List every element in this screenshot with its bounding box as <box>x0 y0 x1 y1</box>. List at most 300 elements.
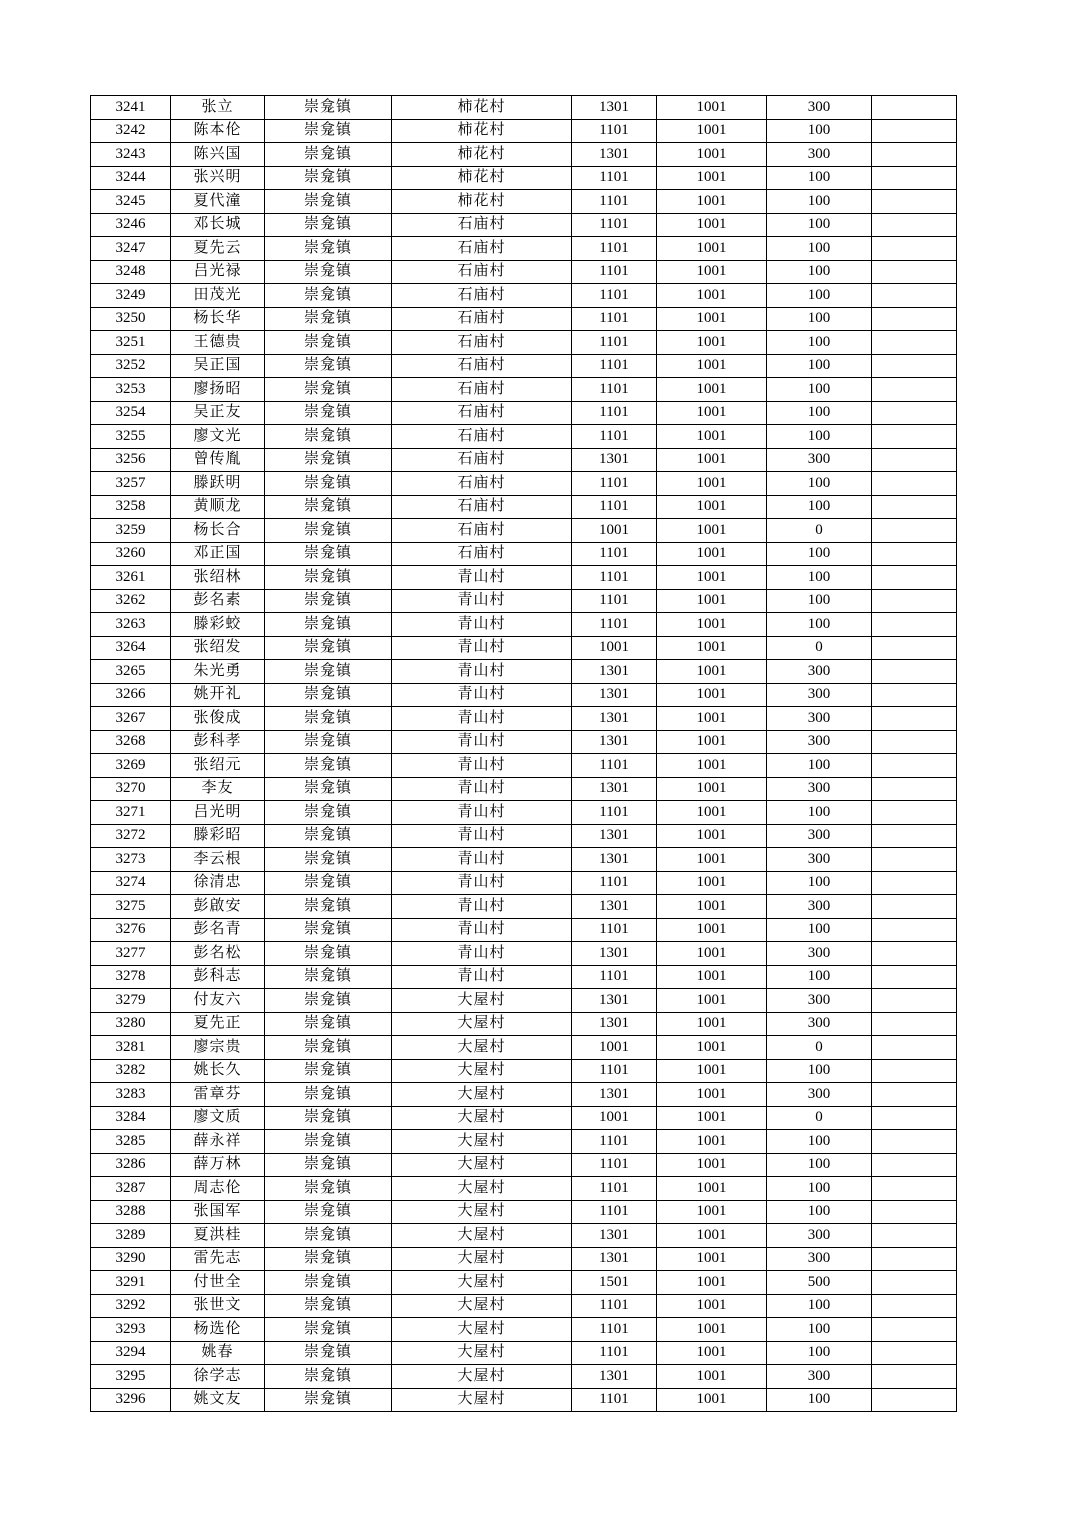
table-cell: 吴正友 <box>171 401 265 425</box>
table-cell: 1101 <box>572 260 657 284</box>
table-cell: 崇龛镇 <box>265 683 392 707</box>
table-cell <box>872 1294 957 1318</box>
table-cell: 1101 <box>572 307 657 331</box>
table-cell: 1001 <box>657 354 767 378</box>
table-cell: 崇龛镇 <box>265 1294 392 1318</box>
table-row <box>91 613 957 637</box>
table-cell: 300 <box>767 777 872 801</box>
table-cell: 1001 <box>657 331 767 355</box>
table-cell: 3246 <box>91 213 171 237</box>
table-cell <box>872 1153 957 1177</box>
table-cell: 大屋村 <box>392 1106 572 1130</box>
table-cell: 3276 <box>91 918 171 942</box>
table-cell: 1001 <box>657 1059 767 1083</box>
table-cell: 1301 <box>572 1012 657 1036</box>
table-cell <box>872 307 957 331</box>
table-cell: 0 <box>767 519 872 543</box>
table-cell: 1301 <box>572 448 657 472</box>
table-cell: 1101 <box>572 213 657 237</box>
table-row <box>91 730 957 754</box>
table-cell: 3255 <box>91 425 171 449</box>
table-cell: 崇龛镇 <box>265 96 392 120</box>
table-cell <box>872 1012 957 1036</box>
table-row <box>91 448 957 472</box>
table-cell: 3264 <box>91 636 171 660</box>
table-cell: 青山村 <box>392 660 572 684</box>
table-cell <box>872 848 957 872</box>
table-cell: 3254 <box>91 401 171 425</box>
table-cell: 300 <box>767 989 872 1013</box>
table-row <box>91 1224 957 1248</box>
table-cell: 100 <box>767 871 872 895</box>
table-cell: 1001 <box>657 190 767 214</box>
table-cell: 1001 <box>657 613 767 637</box>
table-cell: 青山村 <box>392 918 572 942</box>
table-cell: 廖宗贵 <box>171 1036 265 1060</box>
table-row <box>91 1294 957 1318</box>
table-cell: 1101 <box>572 566 657 590</box>
table-cell: 3295 <box>91 1365 171 1389</box>
table-cell <box>872 1106 957 1130</box>
table-cell: 1001 <box>657 119 767 143</box>
table-cell: 周志伦 <box>171 1177 265 1201</box>
table-cell: 青山村 <box>392 754 572 778</box>
table-cell <box>872 1365 957 1389</box>
table-cell: 崇龛镇 <box>265 1388 392 1412</box>
table-cell: 1301 <box>572 848 657 872</box>
table-row <box>91 1012 957 1036</box>
table-cell: 邓正国 <box>171 542 265 566</box>
table-cell: 300 <box>767 1083 872 1107</box>
table-row <box>91 1153 957 1177</box>
table-cell: 黄顺龙 <box>171 495 265 519</box>
table-cell: 300 <box>767 1224 872 1248</box>
table-cell: 1001 <box>657 307 767 331</box>
table-cell: 1001 <box>657 707 767 731</box>
table-cell: 1101 <box>572 1130 657 1154</box>
table-cell: 100 <box>767 801 872 825</box>
table-cell: 柿花村 <box>392 119 572 143</box>
table-cell: 崇龛镇 <box>265 660 392 684</box>
table-cell: 1101 <box>572 1341 657 1365</box>
table-cell: 邓长城 <box>171 213 265 237</box>
table-cell: 夏代潼 <box>171 190 265 214</box>
table-cell: 1101 <box>572 754 657 778</box>
table-cell: 青山村 <box>392 683 572 707</box>
table-cell <box>872 777 957 801</box>
table-cell <box>872 213 957 237</box>
table-cell: 夏洪桂 <box>171 1224 265 1248</box>
table-cell <box>872 284 957 308</box>
table-cell: 大屋村 <box>392 1294 572 1318</box>
table-row <box>91 166 957 190</box>
table-cell: 1001 <box>657 871 767 895</box>
table-cell <box>872 119 957 143</box>
table-cell <box>872 190 957 214</box>
table-cell: 1001 <box>657 378 767 402</box>
table-cell: 崇龛镇 <box>265 613 392 637</box>
table-cell: 1101 <box>572 1318 657 1342</box>
table-cell <box>872 566 957 590</box>
table-cell: 大屋村 <box>392 1365 572 1389</box>
table-cell <box>872 918 957 942</box>
table-cell: 300 <box>767 707 872 731</box>
table-cell: 崇龛镇 <box>265 260 392 284</box>
table-cell <box>872 542 957 566</box>
table-cell: 3290 <box>91 1247 171 1271</box>
table-cell: 崇龛镇 <box>265 1177 392 1201</box>
table-cell: 青山村 <box>392 707 572 731</box>
table-cell: 付友六 <box>171 989 265 1013</box>
table-cell: 大屋村 <box>392 1012 572 1036</box>
table-cell <box>872 1200 957 1224</box>
table-cell: 1001 <box>657 1153 767 1177</box>
table-cell: 石庙村 <box>392 307 572 331</box>
table-cell: 3289 <box>91 1224 171 1248</box>
table-cell: 100 <box>767 1200 872 1224</box>
table-cell: 石庙村 <box>392 354 572 378</box>
table-cell: 张绍发 <box>171 636 265 660</box>
table-cell: 杨选伦 <box>171 1318 265 1342</box>
table-row <box>91 284 957 308</box>
table-cell: 1101 <box>572 378 657 402</box>
table-cell: 300 <box>767 143 872 167</box>
table-cell: 100 <box>767 1130 872 1154</box>
table-cell: 3253 <box>91 378 171 402</box>
table-cell: 3252 <box>91 354 171 378</box>
table-row <box>91 354 957 378</box>
table-cell: 廖文光 <box>171 425 265 449</box>
table-cell: 1101 <box>572 1153 657 1177</box>
table-cell: 1001 <box>657 1012 767 1036</box>
table-cell: 1001 <box>657 683 767 707</box>
table-cell: 1001 <box>657 401 767 425</box>
table-cell: 100 <box>767 213 872 237</box>
table-cell <box>872 1059 957 1083</box>
table-cell: 崇龛镇 <box>265 119 392 143</box>
table-cell <box>872 824 957 848</box>
table-cell: 彭科孝 <box>171 730 265 754</box>
table-cell: 大屋村 <box>392 1271 572 1295</box>
table-cell <box>872 1224 957 1248</box>
table-cell: 3263 <box>91 613 171 637</box>
table-cell: 100 <box>767 354 872 378</box>
table-cell: 杨长合 <box>171 519 265 543</box>
table-cell: 柿花村 <box>392 143 572 167</box>
table-cell: 1001 <box>657 989 767 1013</box>
table-cell: 崇龛镇 <box>265 895 392 919</box>
table-row <box>91 143 957 167</box>
table-cell: 徐清忠 <box>171 871 265 895</box>
table-cell <box>872 942 957 966</box>
table-row <box>91 213 957 237</box>
table-cell: 崇龛镇 <box>265 166 392 190</box>
table-cell: 崇龛镇 <box>265 1036 392 1060</box>
table-cell: 3248 <box>91 260 171 284</box>
table-cell: 1501 <box>572 1271 657 1295</box>
table-cell: 李友 <box>171 777 265 801</box>
table-cell: 青山村 <box>392 848 572 872</box>
table-row <box>91 401 957 425</box>
table-cell: 夏先正 <box>171 1012 265 1036</box>
table-cell: 1101 <box>572 542 657 566</box>
table-row <box>91 1083 957 1107</box>
table-cell: 徐学志 <box>171 1365 265 1389</box>
table-cell: 姚长久 <box>171 1059 265 1083</box>
table-cell: 崇龛镇 <box>265 472 392 496</box>
table-cell: 3256 <box>91 448 171 472</box>
table-row <box>91 519 957 543</box>
table-cell <box>872 495 957 519</box>
table-cell: 1101 <box>572 871 657 895</box>
table-cell: 1001 <box>657 1294 767 1318</box>
table-cell: 陈本伦 <box>171 119 265 143</box>
table-cell: 崇龛镇 <box>265 566 392 590</box>
table-cell: 3293 <box>91 1318 171 1342</box>
table-cell: 崇龛镇 <box>265 237 392 261</box>
table-cell: 3273 <box>91 848 171 872</box>
table-cell: 崇龛镇 <box>265 1247 392 1271</box>
table-cell: 1101 <box>572 190 657 214</box>
table-cell: 3271 <box>91 801 171 825</box>
table-cell <box>872 448 957 472</box>
table-cell: 1001 <box>657 1177 767 1201</box>
table-cell <box>872 472 957 496</box>
table-cell: 1101 <box>572 425 657 449</box>
table-cell: 3285 <box>91 1130 171 1154</box>
table-cell: 3266 <box>91 683 171 707</box>
table-row <box>91 237 957 261</box>
table-cell: 1001 <box>657 1341 767 1365</box>
table-cell: 1301 <box>572 707 657 731</box>
table-cell: 1101 <box>572 284 657 308</box>
table-cell: 彭名素 <box>171 589 265 613</box>
table-cell: 大屋村 <box>392 1318 572 1342</box>
table-cell: 1001 <box>657 589 767 613</box>
table-cell: 100 <box>767 1318 872 1342</box>
table-cell <box>872 636 957 660</box>
table-cell: 1101 <box>572 613 657 637</box>
table-cell: 3279 <box>91 989 171 1013</box>
table-row <box>91 1341 957 1365</box>
table-cell: 大屋村 <box>392 1177 572 1201</box>
table-cell: 100 <box>767 1294 872 1318</box>
table-cell: 石庙村 <box>392 495 572 519</box>
table-cell: 彭名松 <box>171 942 265 966</box>
table-cell: 崇龛镇 <box>265 213 392 237</box>
table-row <box>91 96 957 120</box>
table-cell: 张绍元 <box>171 754 265 778</box>
table-cell: 崇龛镇 <box>265 754 392 778</box>
table-cell: 崇龛镇 <box>265 401 392 425</box>
table-row <box>91 777 957 801</box>
table-cell: 100 <box>767 260 872 284</box>
table-cell: 崇龛镇 <box>265 284 392 308</box>
table-row <box>91 260 957 284</box>
table-cell: 3242 <box>91 119 171 143</box>
table-cell <box>872 1388 957 1412</box>
table-cell: 1101 <box>572 1059 657 1083</box>
table-cell: 3250 <box>91 307 171 331</box>
table-cell: 1101 <box>572 1294 657 1318</box>
table-cell: 300 <box>767 660 872 684</box>
table-cell <box>872 707 957 731</box>
table-cell: 张世文 <box>171 1294 265 1318</box>
table-cell: 1001 <box>572 519 657 543</box>
table-cell: 崇龛镇 <box>265 1012 392 1036</box>
table-cell <box>872 660 957 684</box>
table-cell: 1301 <box>572 683 657 707</box>
table-cell: 崇龛镇 <box>265 918 392 942</box>
table-cell: 1001 <box>657 1200 767 1224</box>
table-cell: 薛永祥 <box>171 1130 265 1154</box>
table-cell: 石庙村 <box>392 213 572 237</box>
table-cell: 廖扬昭 <box>171 378 265 402</box>
table-cell: 3260 <box>91 542 171 566</box>
table-row <box>91 425 957 449</box>
table-cell: 1001 <box>657 777 767 801</box>
table-cell <box>872 1318 957 1342</box>
table-cell <box>872 989 957 1013</box>
table-cell: 300 <box>767 730 872 754</box>
table-cell: 崇龛镇 <box>265 1059 392 1083</box>
table-cell: 崇龛镇 <box>265 448 392 472</box>
table-cell: 滕彩昭 <box>171 824 265 848</box>
table-cell: 石庙村 <box>392 542 572 566</box>
table-row <box>91 683 957 707</box>
table-cell: 张绍林 <box>171 566 265 590</box>
table-cell: 100 <box>767 918 872 942</box>
table-cell: 3251 <box>91 331 171 355</box>
table-cell: 1001 <box>657 1224 767 1248</box>
table-row <box>91 472 957 496</box>
table-row <box>91 989 957 1013</box>
table-cell: 1101 <box>572 119 657 143</box>
table-cell: 柿花村 <box>392 166 572 190</box>
table-cell: 300 <box>767 1247 872 1271</box>
table-cell: 1301 <box>572 989 657 1013</box>
table-cell: 石庙村 <box>392 237 572 261</box>
table-cell <box>872 1036 957 1060</box>
table-cell: 1101 <box>572 495 657 519</box>
table-cell: 1301 <box>572 96 657 120</box>
table-cell <box>872 425 957 449</box>
table-cell: 3284 <box>91 1106 171 1130</box>
table-cell: 青山村 <box>392 589 572 613</box>
table-cell: 100 <box>767 401 872 425</box>
table-cell: 100 <box>767 495 872 519</box>
table-cell: 崇龛镇 <box>265 1318 392 1342</box>
table-cell: 500 <box>767 1271 872 1295</box>
table-cell: 3287 <box>91 1177 171 1201</box>
table-cell: 1001 <box>657 566 767 590</box>
table-cell: 3292 <box>91 1294 171 1318</box>
table-cell: 崇龛镇 <box>265 1083 392 1107</box>
table-cell: 青山村 <box>392 965 572 989</box>
table-cell: 1001 <box>657 237 767 261</box>
table-cell: 1001 <box>657 143 767 167</box>
table-cell: 雷章芬 <box>171 1083 265 1107</box>
table-cell: 100 <box>767 378 872 402</box>
table-cell: 100 <box>767 542 872 566</box>
table-row <box>91 1365 957 1389</box>
table-cell: 李云根 <box>171 848 265 872</box>
table-row <box>91 965 957 989</box>
table-cell: 3296 <box>91 1388 171 1412</box>
table-cell: 300 <box>767 683 872 707</box>
table-cell: 1001 <box>657 542 767 566</box>
table-cell: 大屋村 <box>392 1200 572 1224</box>
table-cell: 100 <box>767 284 872 308</box>
table-cell <box>872 519 957 543</box>
table-cell: 崇龛镇 <box>265 777 392 801</box>
table-cell: 1101 <box>572 1177 657 1201</box>
table-cell: 300 <box>767 96 872 120</box>
table-cell: 石庙村 <box>392 401 572 425</box>
table-cell: 100 <box>767 1177 872 1201</box>
table-cell <box>872 965 957 989</box>
table-row <box>91 495 957 519</box>
table-cell: 大屋村 <box>392 1059 572 1083</box>
table-cell: 100 <box>767 1059 872 1083</box>
table-cell <box>872 166 957 190</box>
table-cell: 3278 <box>91 965 171 989</box>
table-cell: 3247 <box>91 237 171 261</box>
table-row <box>91 119 957 143</box>
table-cell: 1001 <box>657 96 767 120</box>
table-cell: 崇龛镇 <box>265 989 392 1013</box>
table-cell: 3265 <box>91 660 171 684</box>
table-cell: 崇龛镇 <box>265 1365 392 1389</box>
table-cell: 青山村 <box>392 824 572 848</box>
table-cell: 石庙村 <box>392 331 572 355</box>
table-cell: 3259 <box>91 519 171 543</box>
table-cell <box>872 401 957 425</box>
table-cell: 吴正国 <box>171 354 265 378</box>
table-cell: 崇龛镇 <box>265 824 392 848</box>
table-cell: 青山村 <box>392 801 572 825</box>
table-cell: 3249 <box>91 284 171 308</box>
table-cell <box>872 1083 957 1107</box>
table-cell <box>872 260 957 284</box>
table-cell: 崇龛镇 <box>265 871 392 895</box>
table-cell: 柿花村 <box>392 190 572 214</box>
table-cell: 1001 <box>657 942 767 966</box>
table-cell <box>872 730 957 754</box>
table-cell <box>872 1341 957 1365</box>
table-row <box>91 918 957 942</box>
table-cell: 崇龛镇 <box>265 1271 392 1295</box>
table-cell: 300 <box>767 824 872 848</box>
table-cell: 100 <box>767 566 872 590</box>
table-row <box>91 848 957 872</box>
table-cell: 1301 <box>572 1365 657 1389</box>
table-cell: 3275 <box>91 895 171 919</box>
table-cell: 3280 <box>91 1012 171 1036</box>
table-cell: 1001 <box>657 166 767 190</box>
table-cell: 薛万林 <box>171 1153 265 1177</box>
table-row <box>91 754 957 778</box>
table-cell <box>872 589 957 613</box>
table-cell: 1301 <box>572 942 657 966</box>
table-row <box>91 1318 957 1342</box>
table-row <box>91 660 957 684</box>
table-cell: 青山村 <box>392 777 572 801</box>
table-cell: 姚文友 <box>171 1388 265 1412</box>
table-cell: 青山村 <box>392 636 572 660</box>
table-cell: 0 <box>767 636 872 660</box>
table-row <box>91 190 957 214</box>
